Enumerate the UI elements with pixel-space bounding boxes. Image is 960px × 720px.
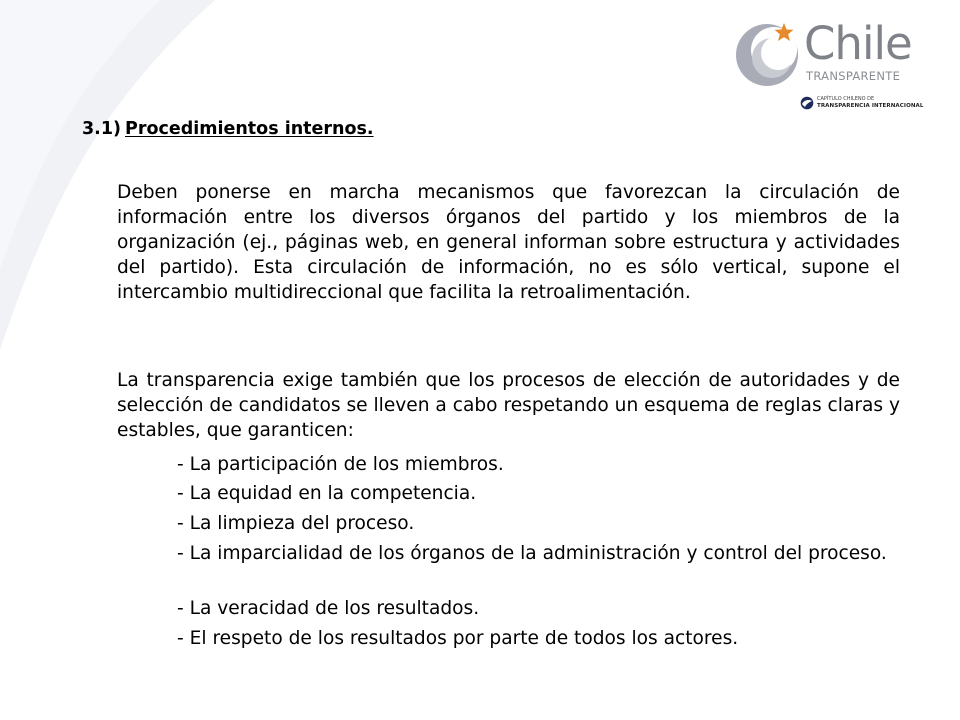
transparency-international-mark xyxy=(800,94,934,114)
logo-wordmark: Chile xyxy=(804,17,912,70)
chile-transparente-logo xyxy=(734,16,934,116)
heading-number: 3.1) xyxy=(82,119,121,139)
list-item: - La imparcialidad de los órganos de la administración y control del proceso. xyxy=(177,543,887,564)
list-item: - La veracidad de los resultados. xyxy=(177,598,480,619)
section-heading xyxy=(82,117,374,141)
heading-title: Procedimientos internos. xyxy=(125,119,374,139)
logo-subtitle: TRANSPARENTE xyxy=(806,69,901,83)
list-item: - La equidad en la competencia. xyxy=(177,483,477,504)
partner-line-1: CAPÍTULO CHILENO DE xyxy=(817,96,875,102)
list-item: - El respeto de los resultados por parte de todos los actores. xyxy=(177,628,739,649)
list-item: - La limpieza del proceso. xyxy=(177,513,415,534)
list-item: - La participación de los miembros. xyxy=(177,454,504,475)
paragraph-information-circulation: Deben ponerse en marcha mecanismos que favorezcan la circulación de información entre los diversos órganos del partido y los miembros de la organización (ej., páginas web, en general informan sobre estructura y actividades del partido). Esta circulación de información, no es sólo vertical, supone el intercambio multidireccional que facilita la retroalimentación. xyxy=(117,182,900,303)
globe-icon xyxy=(800,96,814,110)
crescent-star-icon xyxy=(734,20,800,86)
partner-line-2: TRANSPARENCIA INTERNACIONAL xyxy=(817,103,924,109)
paragraph-transparency-requirements: La transparencia exige también que los procesos de elección de autoridades y de selección de candidatos se lleven a cabo respetando un esquema de reglas claras y estables, que garanticen: xyxy=(117,370,900,441)
